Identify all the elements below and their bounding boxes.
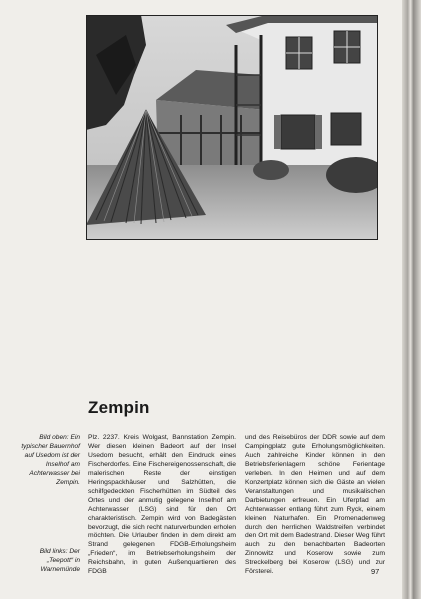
article-title: Zempin xyxy=(88,398,150,417)
farmhouse-photo xyxy=(86,15,378,240)
page-edge xyxy=(402,0,421,599)
page-number: 97 xyxy=(371,567,380,576)
caption-top: Bild oben: Ein typischer Bauernhof auf Usedom ist der Inselhof am Achterwasser bei Zempin. xyxy=(21,434,80,486)
body-column-right: und des Reisebüros der DDR sowie auf dem Campingplatz gute Erholungsmöglichkeiten. Auch zahlreiche Kinder können in den Betriebsferienlagern schöne Ferientage verleben. In den Heimen und auf dem Konzertplatz können sich die Gäste an vielen Veranstaltungen und musikalischen Darbietungen erfreuen. Ein Uferpfad am Achterwasser entlang führt zum Ryck, einem kleinen Naturhafen. Ein Promenadenweg durch den herrlichen Waldstreifen verbindet den Ort mit dem Badestrand. Dieser Weg führt auch zu den benachbarten Badeorten Zinnowitz und Koserow sowie zum Streckelberg bei Koserow (LSG) und zur Försterei. xyxy=(245,434,385,576)
caption-bottom: Bild links: Der „Teepott“ in Warnemünde xyxy=(39,548,80,573)
body-column-left: Plz. 2237. Kreis Wolgast, Bannstation Zempin. Wer diesen kleinen Badeort auf der Insel Usedom besucht, erhält den Eindruck eines Fischerdorfes. Eine Fischereigenossenschaft, die malerischen Reste der einstigen Heringspackhäuser und Salzhütten, die schilfgedeckten Fischerhütten im Südteil des Ortes und der anmutig gelegene Inselhof am Achterwasser (LSG) sind für den Ort charakteristisch. Zempin wird von Badegästen bevorzugt, die sich recht naturverbunden erholen möchten. Die Urlauber finden in dem direkt am Strand gelegenen FDGB-Erholungsheim „Frieden“, im Betriebserholungsheim der Reichsbahn, in guten Außenquartieren des FDGB xyxy=(88,434,236,576)
